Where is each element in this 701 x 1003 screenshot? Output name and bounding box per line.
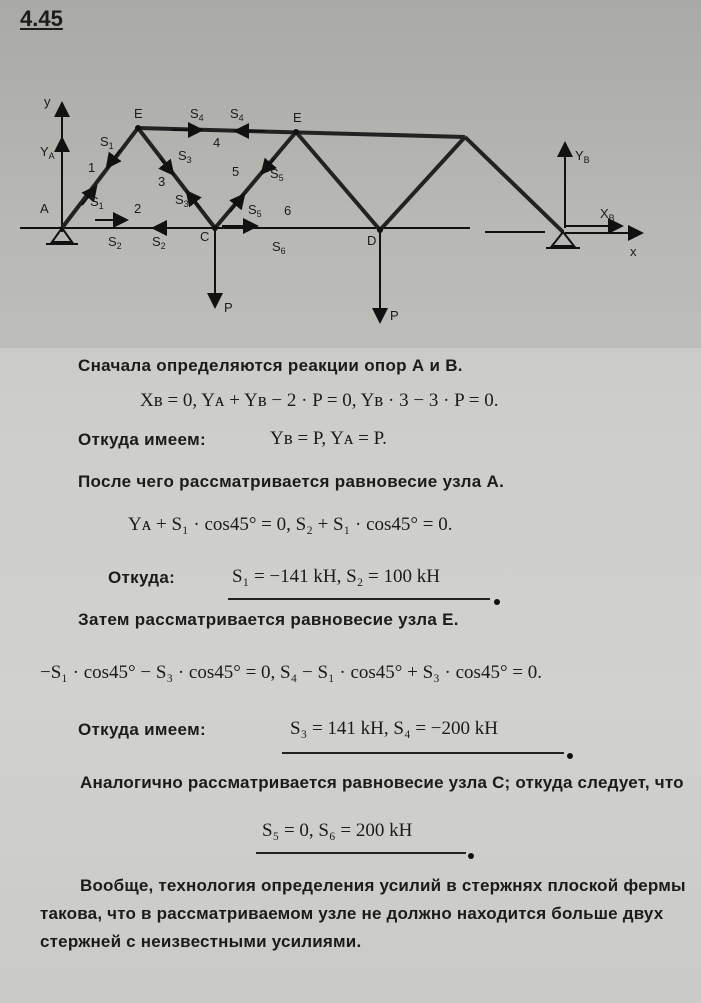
s1-lower-label: $S_1$: [90, 194, 104, 211]
node-e2-dot: [293, 129, 299, 135]
node-e2-label: E: [293, 110, 302, 125]
node-e1-label: E: [134, 106, 143, 121]
yb-label: $Y_B$: [575, 148, 590, 165]
x-axis-label: x: [630, 244, 637, 259]
text-line-5: Затем рассматривается равновесие узла Е.: [78, 610, 459, 629]
node-a-label: A: [40, 201, 49, 216]
answer-dot-3: [468, 853, 474, 859]
xb-label: $X_B$: [600, 206, 615, 223]
node-c-dot: [212, 225, 218, 231]
equation-line-4: S₁ = −141 kH, S₂ = 100 kH: [232, 566, 440, 587]
text-line-1: Сначала определяются реакции опор А и В.: [78, 356, 463, 375]
problem-number: 4.45: [20, 6, 63, 31]
s1-upper-label: $S_1$: [100, 134, 114, 151]
s6-label: $S_6$: [272, 239, 286, 256]
bar-3: [138, 128, 215, 228]
answer-underline-3: [256, 852, 466, 854]
equation-line-7: S₅ = 0, S₆ = 200 kH: [262, 820, 413, 841]
equation-line-6: S₃ = 141 kH, S₄ = −200 kH: [290, 718, 498, 739]
s3-lower-label: $S_3$: [175, 192, 189, 209]
answer-dot-1: [494, 599, 500, 605]
y-axis-label: y: [44, 94, 51, 109]
paragraph-2: Вообще, технология определения усилий в стержнях плоской фермы такова, что в рассматриваемом узле не должно находится больше двух стержней с неизвестными усилиями.: [40, 876, 686, 951]
ya-label: $Y_A$: [40, 144, 55, 161]
bar-2-number: 2: [134, 201, 142, 216]
load-p-c-label: P: [224, 300, 233, 315]
node-e1-dot: [135, 125, 141, 131]
load-p-d-label: P: [390, 308, 399, 323]
s4-left-label: $S_4$: [190, 106, 204, 123]
equation-1: Xʙ = 0, Yᴀ + Yʙ − 2 · P = 0, Yʙ · 3 − 3 · P = 0.: [140, 390, 499, 411]
bar-top-b: [465, 137, 563, 232]
s2-left-label: $S_2$: [108, 234, 122, 251]
s3-upper-label: $S_3$: [178, 148, 192, 165]
bar-5-number: 5: [232, 164, 240, 179]
bar-1-number: 1: [88, 160, 96, 175]
bar-ed: [296, 132, 380, 230]
node-d-dot: [377, 227, 383, 233]
answer-dot-2: [567, 753, 573, 759]
equation-3: −S₁ · cos45° − S₃ · cos45° = 0, S₄ − S₁ · cos45° + S₃ · cos45° = 0.: [40, 662, 543, 683]
truss-diagram: [0, 0, 701, 348]
equation-2: Yᴀ + S₁ · cos45° = 0, S₂ + S₁ · cos45° = 0.: [128, 514, 453, 535]
node-d-label: D: [367, 233, 377, 248]
text-line-3: После чего рассматривается равновесие узла А.: [78, 472, 505, 491]
bar-d-top: [380, 137, 465, 230]
equation-line-2: Yʙ = P, Yᴀ = P.: [270, 428, 387, 449]
s3-arrow-e: [160, 158, 172, 173]
s3-arrow-c: [188, 193, 200, 208]
text-line-6-label: Откуда имеем:: [78, 720, 206, 739]
s5-lower-label: $S_5$: [248, 202, 262, 219]
answer-underline-1: [228, 598, 490, 600]
text-line-4-label: Откуда:: [108, 568, 176, 587]
s5-arrow-c: [230, 196, 243, 212]
s2-right-label: $S_2$: [152, 234, 166, 251]
node-c-label: C: [200, 229, 210, 244]
bar-4-number: 4: [213, 135, 221, 150]
text-line-2-label: Откуда имеем:: [78, 430, 206, 449]
s1-arrow-e: [108, 150, 120, 166]
answer-underline-2: [282, 752, 564, 754]
support-b: [546, 232, 580, 248]
s4-right-label: $S_4$: [230, 106, 244, 123]
bar-3-number: 3: [158, 174, 166, 189]
paragraph-1: Аналогично рассматривается равновесие узла С; откуда следует, что: [80, 773, 684, 792]
bar-6-number: 6: [284, 203, 292, 218]
s5-upper-label: $S_5$: [270, 166, 284, 183]
